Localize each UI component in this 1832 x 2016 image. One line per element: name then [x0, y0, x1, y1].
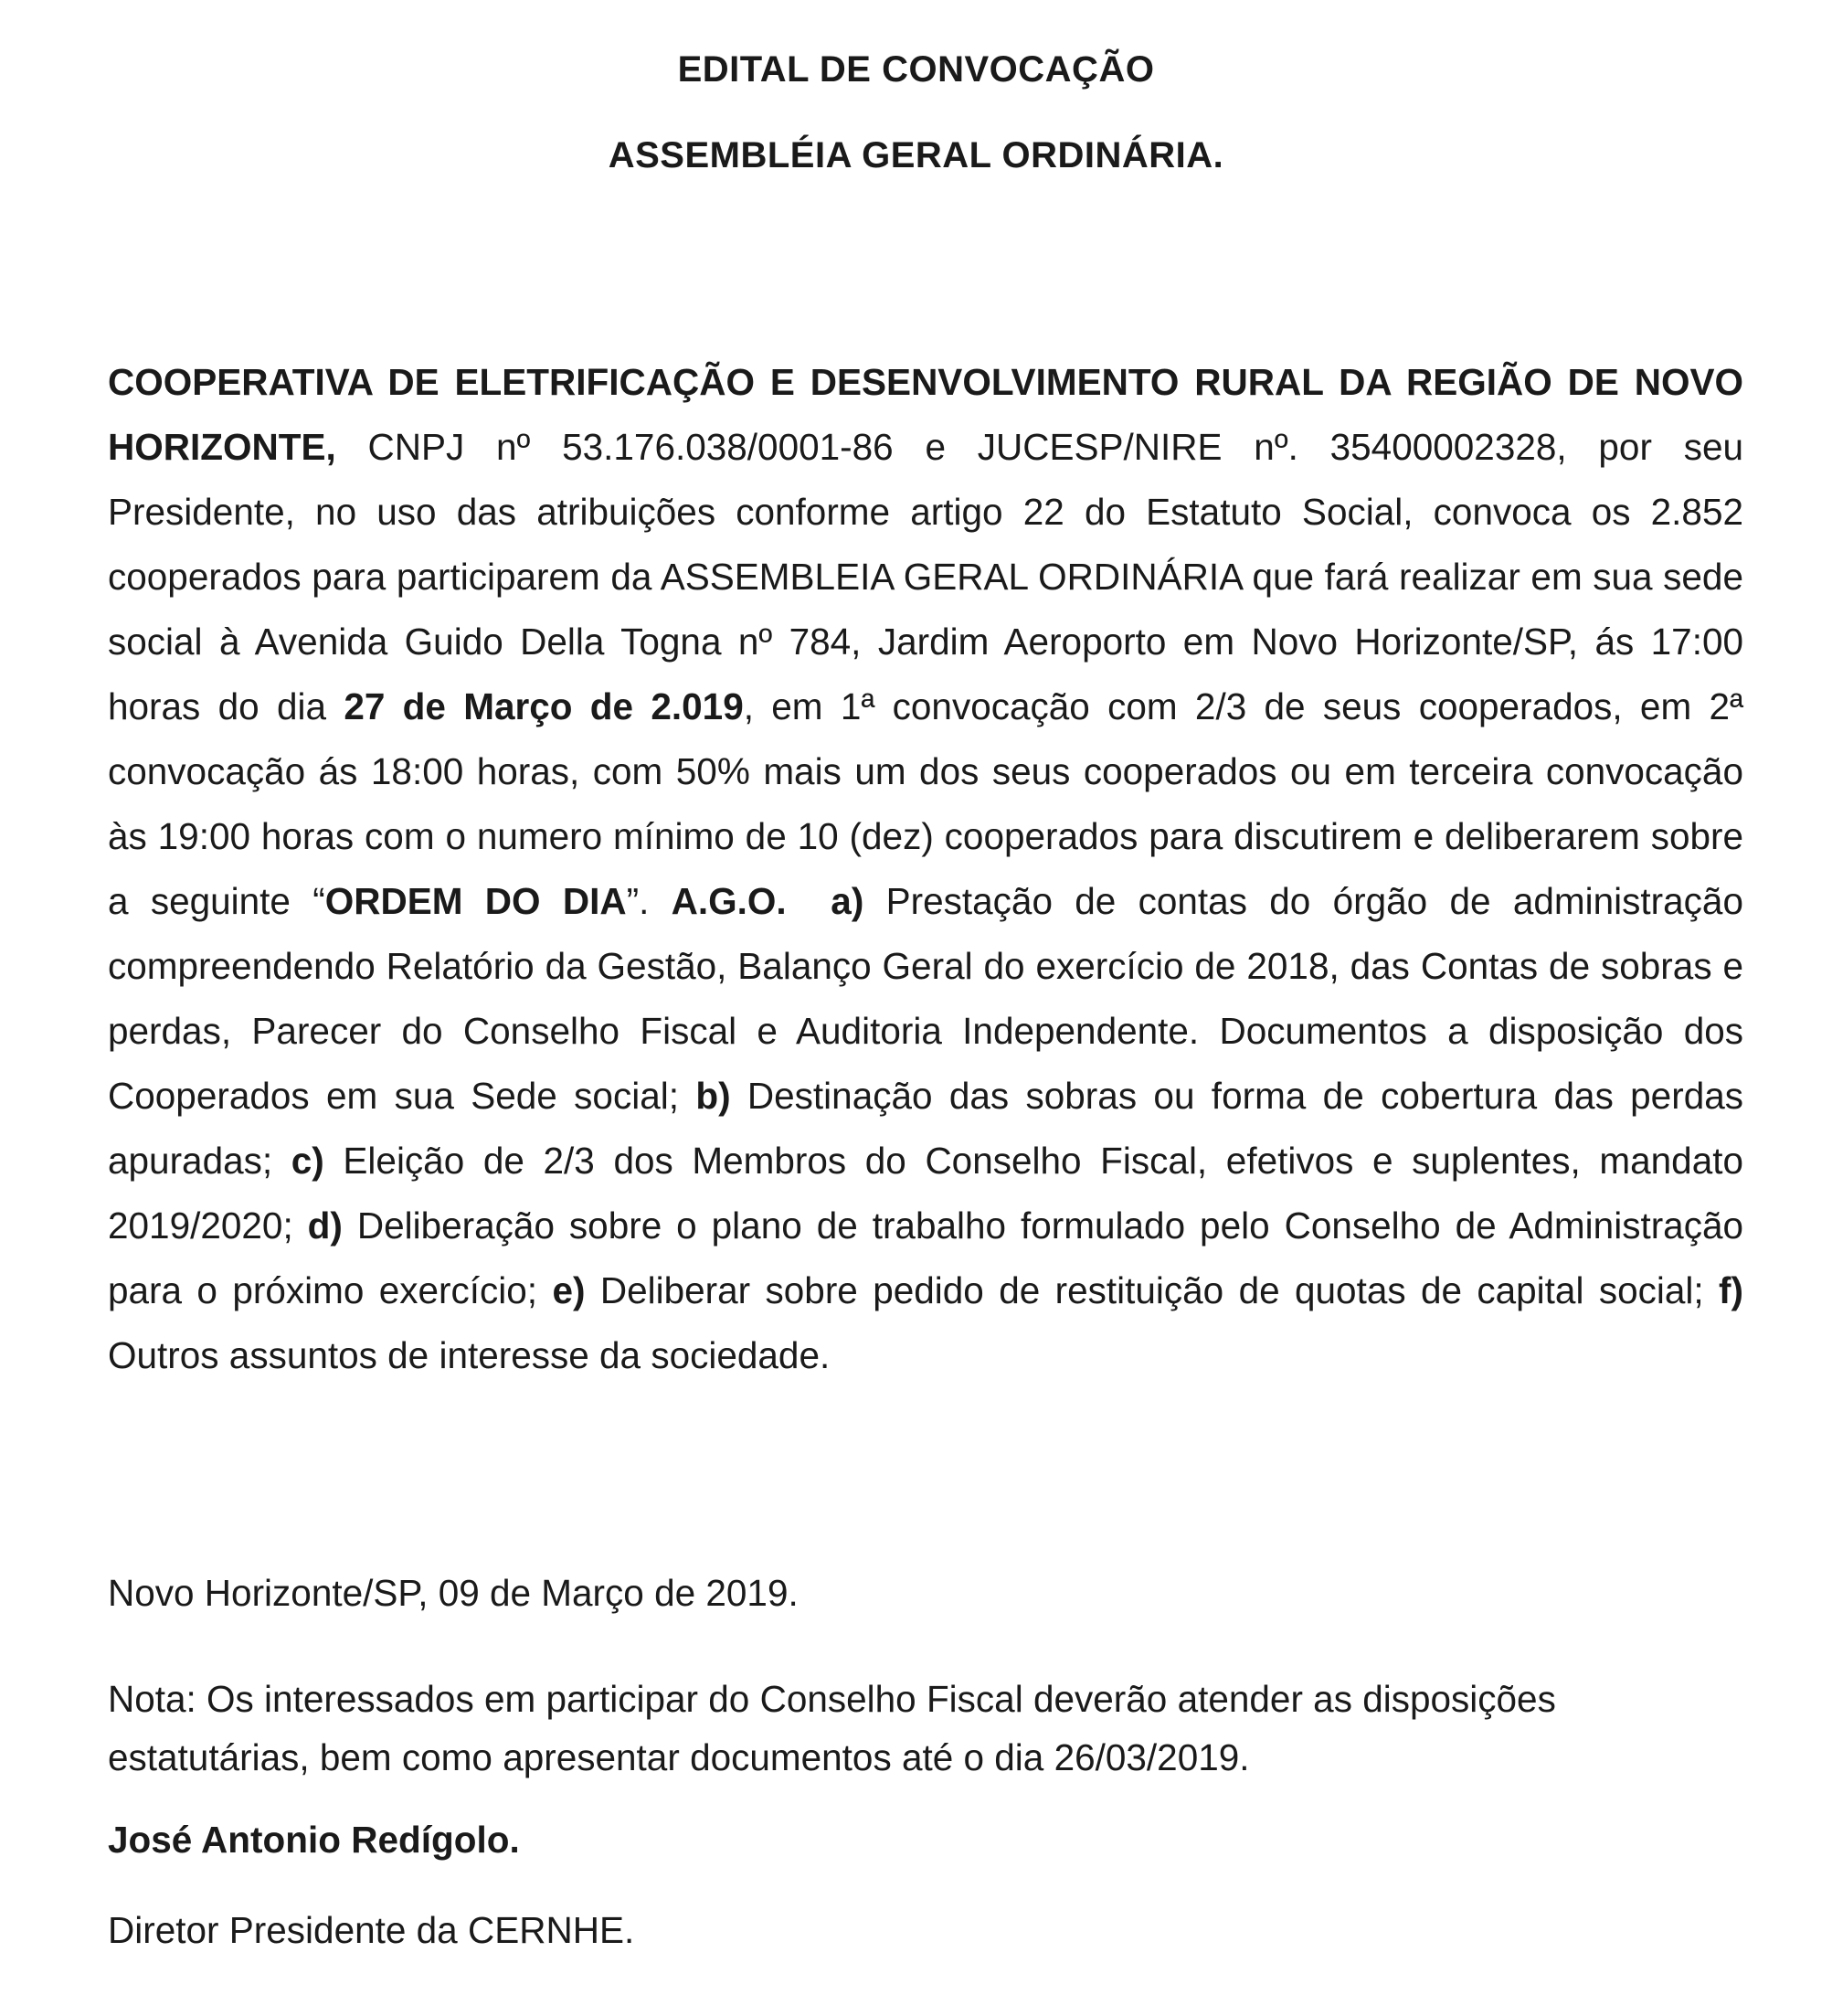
- agenda-item-c-label: c): [291, 1140, 324, 1182]
- agenda-item-d-text: Deliberação sobre o plano de trabalho formulado pelo Conselho de Administração para o próximo exercício;: [108, 1204, 1744, 1311]
- document-subtitle: ASSEMBLÉIA GERAL ORDINÁRIA.: [608, 135, 1224, 175]
- body-text-segment: ”.: [626, 880, 672, 922]
- organization-name: COOPERATIVA DE ELETRIFICAÇÃO E DESENVOLVIMENTO RURAL DA REGIÃO DE NOVO HORIZONTE,: [108, 361, 1743, 468]
- body-text-segment: CNPJ nº 53.176.038/0001-86 e JUCESP/NIRE nº. 35400002328, por seu Presidente, no uso das atribuições conforme artigo 22 do Estatuto Social, convoca os 2.852 cooperados para participarem da ASSEMBLEIA GERAL ORDINÁRIA que fará realizar em sua sede social à Avenida Guido Della Togna nº 784, Jardim Aeroporto em Novo Horizonte/SP, ás 17:00 horas do dia: [108, 426, 1743, 727]
- agenda-item-f-label: f): [1719, 1269, 1743, 1311]
- agenda-item-e-text: Deliberar sobre pedido de restituição de quotas de capital social;: [585, 1269, 1720, 1311]
- agenda-item-b-text: Destinação das sobras ou forma de cobertura das perdas apuradas;: [108, 1075, 1743, 1182]
- place-and-date: Novo Horizonte/SP, 09 de Março de 2019.: [108, 1572, 799, 1614]
- agenda-item-c-text: Eleição de 2/3 dos Membros do Conselho Fiscal, efetivos e suplentes, mandato 2019/2020;: [108, 1140, 1744, 1247]
- signatory-title: Diretor Presidente da CERNHE.: [108, 1909, 635, 1951]
- body-text-segment: , em 1ª convocação com 2/3 de seus cooperados, em 2ª convocação ás 18:00 horas, com 50% mais um dos seus cooperados ou em terceira convocação às 19:00 horas com o numero mínimo de 10 (dez) cooperados para discutirem e deliberarem sobre a seguinte “: [108, 685, 1743, 922]
- meeting-date: 27 de Março de 2.019: [344, 685, 744, 727]
- agenda-item-f-text: Outros assuntos de interesse da sociedade.: [108, 1334, 831, 1376]
- signatory-name: José Antonio Redígolo.: [108, 1819, 520, 1861]
- agenda-item-e-label: e): [552, 1269, 586, 1311]
- convocation-paragraph: [108, 350, 1743, 1388]
- ago-label: A.G.O.: [671, 880, 787, 922]
- agenda-item-d-label: d): [307, 1204, 343, 1247]
- agenda-item-a-text: Prestação de contas do órgão de administração compreendendo Relatório da Gestão, Balanço Geral do exercício de 2018, das Contas de sobras e perdas, Parecer do Conselho Fiscal e Auditoria Independente. Documentos a disposição dos Cooperados em sua Sede social;: [108, 880, 1743, 1117]
- agenda-label: ORDEM DO DIA: [324, 880, 627, 922]
- agenda-item-a-label: a): [831, 880, 864, 922]
- note-text: Nota: Os interessados em participar do Conselho Fiscal deverão atender as disposições estatutárias, bem como apresentar documentos até o dia 26/03/2019.: [108, 1678, 1556, 1778]
- agenda-item-b-label: b): [695, 1075, 731, 1117]
- document-title: EDITAL DE CONVOCAÇÃO: [677, 49, 1155, 90]
